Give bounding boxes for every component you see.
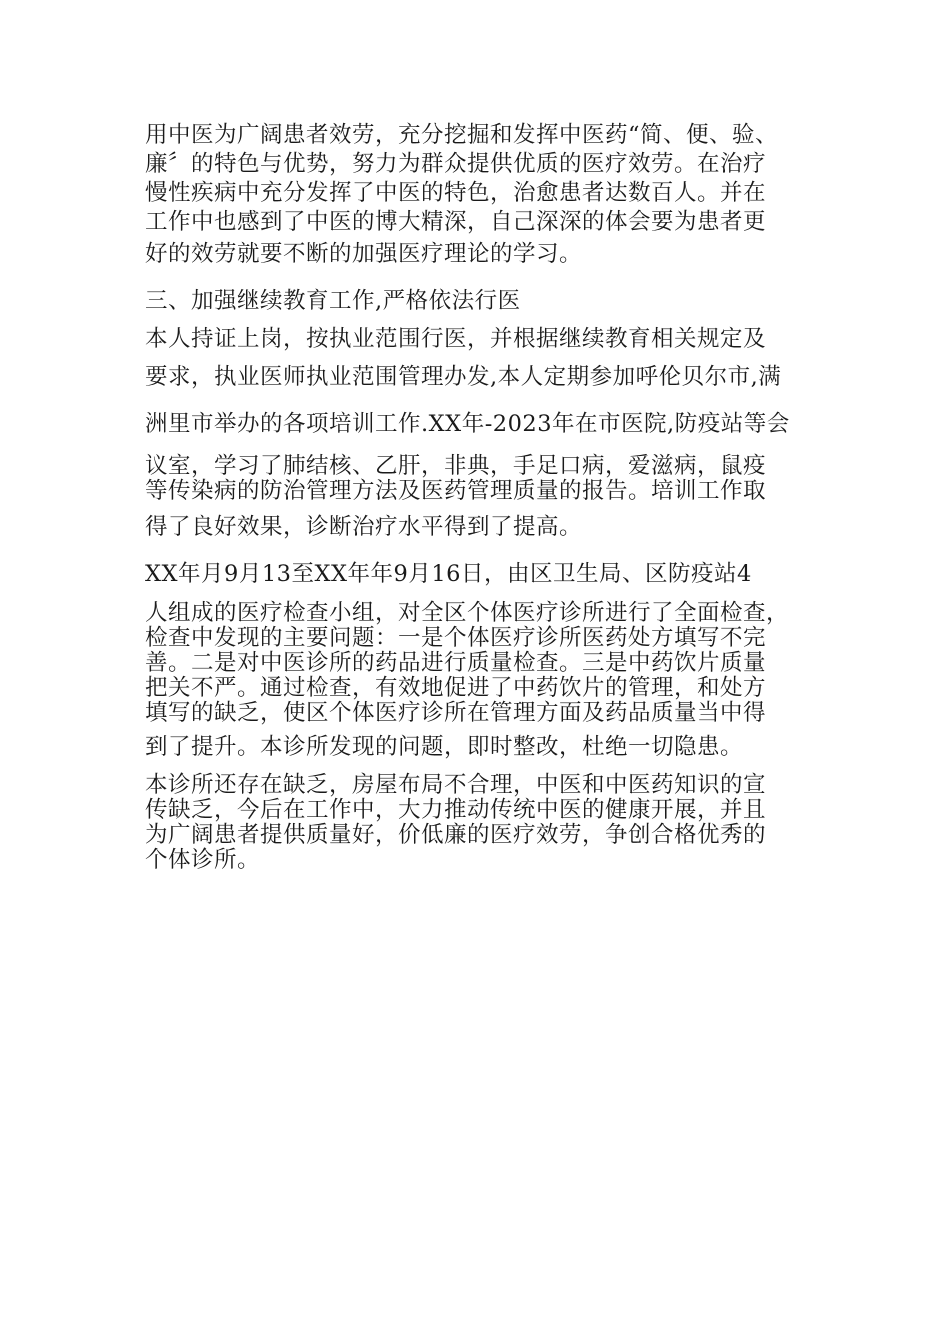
text-line: 把关不严。通过检查，有效地促进了中药饮片的管理，和处方 (145, 675, 767, 701)
text-line: 填写的缺乏，使区个体医疗诊所在管理方面及药品质量当中得 (145, 700, 767, 726)
text-line: 慢性疾病中充分发挥了中医的特色，治愈患者达数百人。并在 (145, 180, 767, 206)
text-line: 善。二是对中医诊所的药品进行质量检查。三是中药饮片质量 (145, 650, 767, 676)
text-line: 本人持证上岗，按执业范围行医，并根据继续教育相关规定及 (145, 326, 767, 352)
text-line: 检查中发现的主要问题：一是个体医疗诊所医药处方填写不完 (145, 625, 767, 651)
text-line: 工作中也感到了中医的博大精深，自己深深的体会要为患者更 (145, 209, 767, 235)
text-line: 等传染病的防治管理方法及医药管理质量的报告。培训工作取 (145, 478, 767, 504)
text-line: 要求，执业医师执业范围管理办发,本人定期参加呼伦贝尔市,满 (145, 364, 782, 390)
section-heading: 三、加强继续教育工作,严格依法行医 (145, 288, 521, 314)
text-line: 传缺乏，今后在工作中，大力推动传统中医的健康开展，并且 (145, 797, 767, 823)
text-line: 用中医为广阔患者效劳，充分挖掘和发挥中医药“简、便、验、 (145, 122, 779, 148)
text-line: 到了提升。本诊所发现的问题，即时整改，杜绝一切隐患。 (145, 734, 744, 760)
text-line: 本诊所还存在缺乏，房屋布局不合理，中医和中医药知识的宣 (145, 772, 767, 798)
text-line: XX年月9月13至XX年年9月16日，由区卫生局、区防疫站4 (145, 561, 752, 587)
text-line: 洲里市举办的各项培训工作.XX年-2023年在市医院,防疫站等会 (145, 411, 790, 437)
text-line: 人组成的医疗检查小组，对全区个体医疗诊所进行了全面检查， (145, 600, 790, 626)
text-line: 好的效劳就要不断的加强医疗理论的学习。 (145, 241, 583, 267)
text-line: 为广阔患者提供质量好，价低廉的医疗效劳，争创合格优秀的 (145, 822, 767, 848)
text-line: 个体诊所。 (145, 847, 261, 873)
text-line: 议室，学习了肺结核、乙肝，非典，手足口病，爱滋病，鼠疫 (145, 453, 767, 479)
text-line: 廉〞的特色与优势，努力为群众提供优质的医疗效劳。在治疗 (145, 151, 767, 177)
text-line: 得了良好效果，诊断治疗水平得到了提高。 (145, 514, 583, 540)
